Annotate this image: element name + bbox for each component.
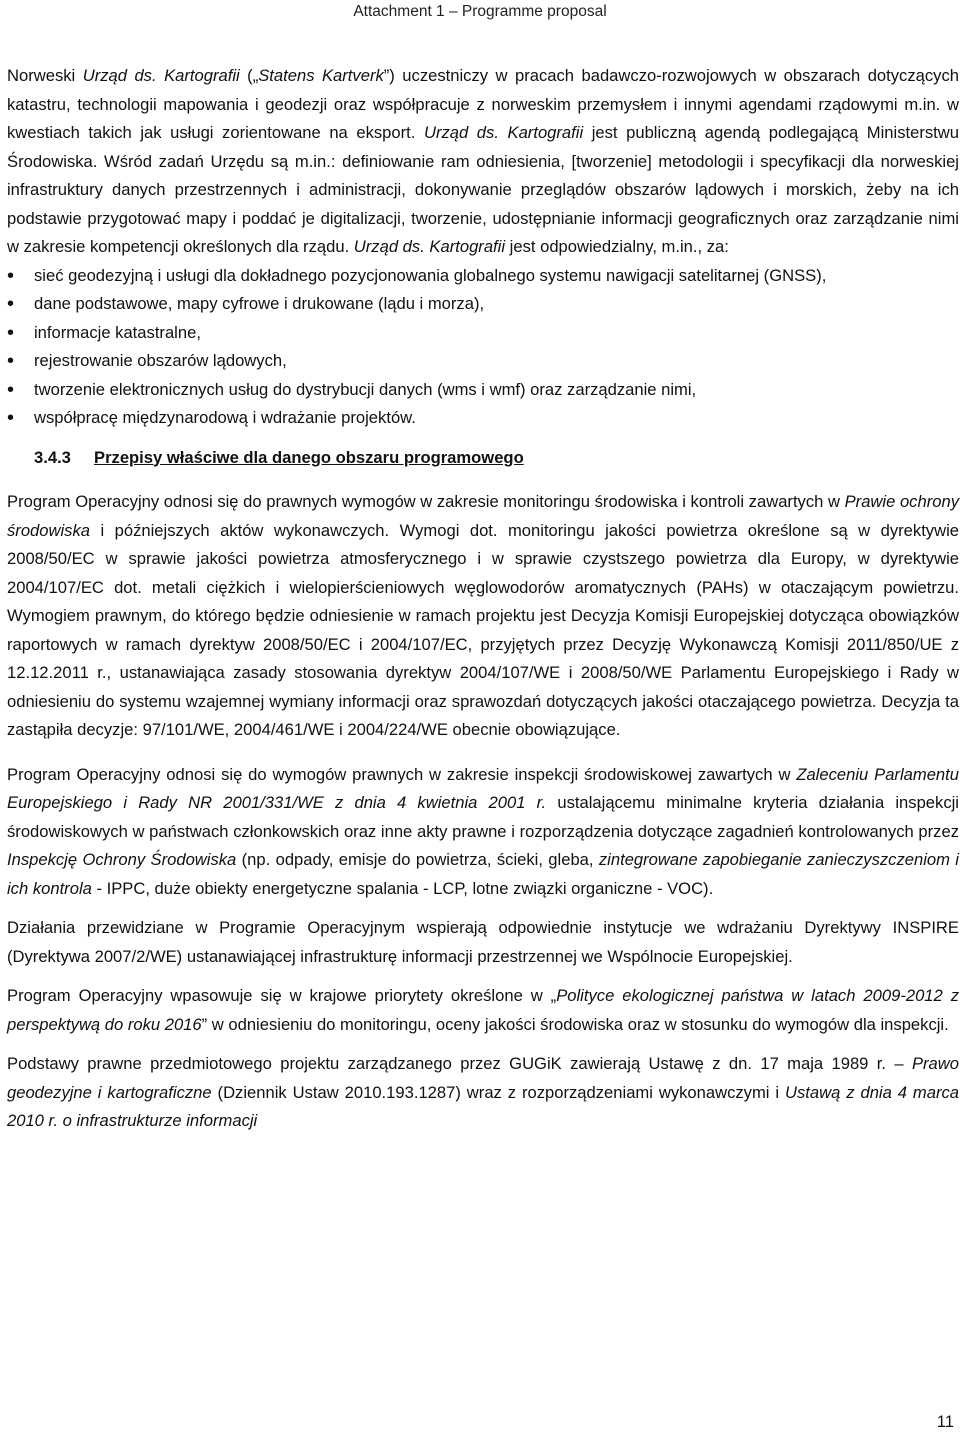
italic-text: Statens Kartverk (258, 66, 384, 85)
text-run: Program Operacyjny odnosi się do wymogów prawnych w zakresie inspekcji środowiskowej zawartych w (7, 764, 797, 784)
list-item: • tworzenie elektronicznych usług do dystrybucji danych (wms i wmf) oraz zarządzanie nimi, (7, 376, 959, 405)
list-item: • rejestrowanie obszarów lądowych, (7, 347, 959, 376)
text-run: Działania przewidziane w Programie Operacyjnym wspierają odpowiednie instytucje we wdrażaniu Dyrektywy INSPIRE (Dyrektywa 2007/2/WE) ustanawiającej infrastrukturę informacji przestrzennej we Wspólnocie Europejskiej. (7, 918, 959, 966)
paragraph-inspection (7, 761, 959, 904)
document-body (7, 62, 959, 1136)
responsibilities-list (7, 262, 959, 433)
paragraph-intro (7, 62, 959, 262)
list-item: • dane podstawowe, mapy cyfrowe i drukowane (lądu i morza), (7, 290, 959, 319)
paragraph-legal-basis (7, 1050, 959, 1136)
text-run: jest odpowiedzialny, m.in., za: (505, 237, 729, 256)
paragraph-priorities (7, 982, 959, 1039)
text-run: jest publiczną agendą podlegającą Ministerstwu Środowiska. Wśród zadań Urzędu są m.in.: definiowanie ram odniesienia, [tworzenie] metodologii i specyfikacji dla norweskiej infrastruktury danych przestrzennych i administracji, dokonywanie przeglądów obszarów lądowych i morskich, żeby na ich podstawie przygotować mapy i poddać je digitalizacji, tworzenie, udostępnianie informacji geograficznych oraz zarządzanie nimi w zakresie kompetencji określonych dla rządu. (7, 123, 960, 256)
list-item: • informacje katastralne, (7, 319, 959, 348)
page-number: 11 (936, 1412, 954, 1431)
text-run: Podstawy prawne przedmiotowego projektu zarządzanego przez GUGiK zawierają Ustawę z dn. 17 maja 1989 r. – (7, 1054, 912, 1073)
italic-text: Prawie ochrony środowiska (7, 492, 959, 540)
section-title: Przepisy właściwe dla danego obszaru programowego (94, 447, 524, 467)
text-run: (Dziennik Ustaw 2010.193.1287) wraz z rozporządzeniami wykonawczymi i (211, 1082, 786, 1102)
text-run: (np. odpady, emisje do powietrza, ścieki, gleba, (236, 850, 599, 869)
italic-text: Urząd ds. Kartografii (353, 237, 506, 256)
italic-text: Prawo geodezyjne i kartograficzne (7, 1054, 959, 1102)
italic-text: Inspekcję Ochrony Środowiska (7, 850, 237, 869)
text-run: - IPPC, duże obiekty energetyczne spalania - LCP, lotne związki organiczne - VOC). (91, 878, 714, 898)
list-item: • współpracę międzynarodową i wdrażanie projektów. (7, 404, 959, 433)
text-run: ustalającemu minimalne kryteria działania inspekcji środowiskowych w państwach członkowskich oraz inne akty prawne i rozporządzenia dotyczące zagadnień kontrolowanych przez (7, 793, 959, 841)
text-run: („ (239, 66, 259, 85)
section-heading (7, 444, 959, 473)
text-run: ”) uczestniczy w pracach badawczo-rozwojowych w obszarach dotyczących katastru, technologii mapowania i geodezji oraz współpracuje z norweskim przemysłem i innymi agendami rządowymi m.in. w kwestiach takich jak usługi zorientowane na eksport. (7, 66, 960, 142)
italic-text: Polityce ekologicznej państwa w latach 2009-2012 z perspektywą do roku 2016 (7, 986, 959, 1034)
text-run: Program Operacyjny wpasowuje się w krajowe priorytety określone w „ (7, 986, 557, 1005)
text-run: Program Operacyjny odnosi się do prawnych wymogów w zakresie monitoringu środowiska i kontroli zawartych w (7, 492, 845, 511)
italic-text: Ustawą z dnia 4 marca 2010 r. o infrastrukturze informacji (7, 1082, 960, 1130)
paragraph-monitoring (7, 488, 959, 745)
italic-text: Urząd ds. Kartografii (82, 66, 240, 85)
text-run: Norweski (7, 66, 83, 85)
italic-text: Zaleceniu Parlamentu Europejskiego i Rady NR 2001/331/WE z dnia 4 kwietnia 2001 r. (7, 764, 959, 812)
italic-text: zintegrowane zapobieganie zanieczyszczeniom i ich kontrola (7, 850, 959, 898)
text-run: i późniejszych aktów wykonawczych. Wymogi dot. monitoringu jakości powietrza określone są w dyrektywie 2008/50/EC w sprawie jakości powietrza atmosferycznego i w sprawie czystszego powietrza dla Europy, w dyrektywie 2004/107/EC dot. metali ciężkich i wielopierścieniowych węglowodorów aromatycznych (PAHs) w otaczającym powietrzu. Wymogiem prawnym, do którego będzie odniesienie w ramach projektu jest Decyzja Komisji Europejskiej dotycząca obowiązków raportowych w ramach dyrektyw 2008/50/EC i 2004/107/EC, przyjętych przez Decyzję Wykonawczą Komisji 2011/850/UE z 12.12.2011 r., ustanawiająca zasady stosowania dyrektyw 2004/107/WE i 2008/50/WE Parlamentu Europejskiego i Rady w odniesieniu do systemu wzajemnej wymiany informacji oraz sprawozdań dotyczących jakości otaczającego powietrza. Decyzja ta zastąpiła decyzje: 97/101/WE, 2004/461/WE i 2004/224/WE obecnie obowiązujące. (7, 520, 959, 739)
page-header: Attachment 1 – Programme proposal (353, 3, 607, 20)
section-number: 3.4.3 (34, 447, 71, 467)
italic-text: Urząd ds. Kartografii (423, 123, 584, 142)
list-item: • sieć geodezyjną i usługi dla dokładnego pozycjonowania globalnego systemu nawigacji satelitarnej (GNSS), (7, 262, 959, 291)
paragraph-inspire (7, 914, 959, 971)
text-run: ” w odniesieniu do monitoringu, oceny jakości środowiska oraz w stosunku do wymogów dla inspekcji. (201, 1014, 949, 1034)
